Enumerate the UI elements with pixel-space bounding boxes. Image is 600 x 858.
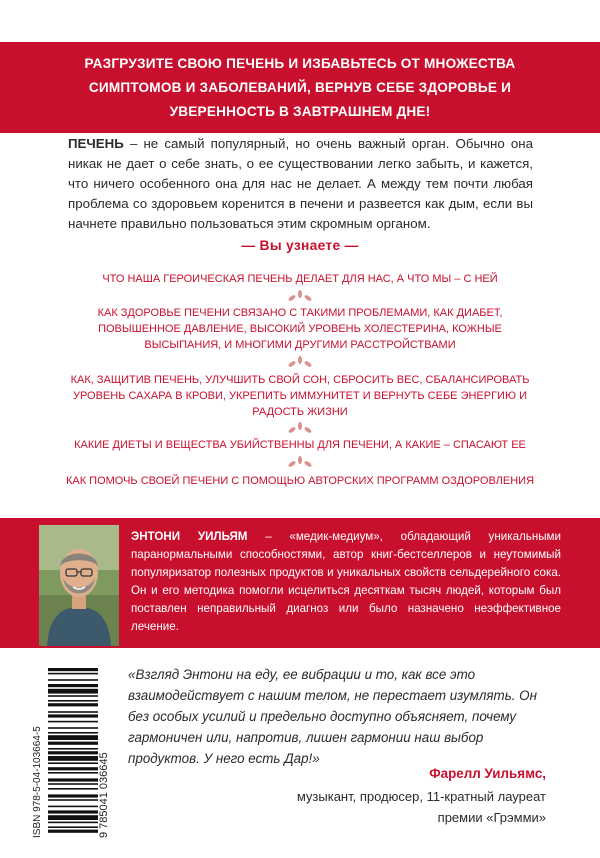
barcode-bar: [48, 668, 98, 671]
leaf-separator-icon: [286, 289, 314, 303]
learn-item-1: ЧТО НАША ГЕРОИЧЕСКАЯ ПЕЧЕНЬ ДЕЛАЕТ ДЛЯ НАС, А ЧТО МЫ – С НЕЙ: [102, 273, 498, 285]
barcode-bar: [48, 756, 98, 761]
learn-item-4: КАКИЕ ДИЕТЫ И ВЕЩЕСТВА УБИЙСТВЕННЫ ДЛЯ ПЕЧЕНИ, А КАКИЕ – СПАСАЮТ ЕЕ: [74, 439, 526, 451]
barcode-bar: [48, 700, 98, 702]
banner-headline: РАЗГРУЗИТЕ СВОЮ ПЕЧЕНЬ И ИЗБАВЬТЕСЬ ОТ МНОЖЕСТВА СИМПТОМОВ И ЗАБОЛЕВАНИЙ, ВЕРНУВ СЕБЕ ЗДОРОВЬЕ И УВЕРЕННОСТЬ В ЗАВТРАШНЕМ ДНЕ!: [84, 55, 516, 119]
quote-author: Фарелл Уильямс,: [429, 766, 546, 781]
barcode-bar: [48, 732, 98, 734]
author-bio: [131, 528, 561, 636]
barcode-bar: [48, 711, 98, 713]
learn-item-3: КАК, ЗАЩИТИВ ПЕЧЕНЬ, УЛУЧШИТЬ СВОЙ СОН, СБРОСИТЬ ВЕС, СБАЛАНСИРОВАТЬ УРОВЕНЬ САХАРА В КРОВИ, УКРЕПИТЬ ИММУНИТЕТ И ВЕРНУТЬ СЕБЕ ЭНЕРГИЮ И РАДОСТЬ ЖИЗНИ: [70, 374, 530, 418]
barcode-bar: [48, 788, 98, 790]
barcode-bar: [48, 767, 98, 770]
barcode-bar: [48, 679, 98, 681]
top-banner: [0, 42, 600, 133]
barcode-isbn: ISBN 978-5-04-103664-5: [32, 726, 43, 838]
learn-heading: — Вы узнаете —: [241, 238, 359, 253]
barcode-bar: [48, 695, 98, 697]
barcode-bar: [48, 783, 98, 785]
learn-item-2: КАК ЗДОРОВЬЕ ПЕЧЕНИ СВЯЗАНО С ТАКИМИ ПРОБЛЕМАМИ, КАК ДИАБЕТ, ПОВЫШЕННОЕ ДАВЛЕНИЕ, ВЫСОКИЙ УРОВЕНЬ ХОЛЕСТЕРИНА, КОЖНЫЕ ВЫСЫПАНИЯ, И МНОГИМИ ДРУГИМИ РАССТРОЙСТВАМИ: [97, 307, 503, 351]
barcode-bar: [48, 762, 98, 764]
intro-paragraph: [68, 134, 533, 234]
barcode-bar: [48, 714, 98, 717]
author-name: ЭНТОНИ УИЛЬЯМ: [131, 530, 248, 543]
barcode-bar: [48, 735, 98, 740]
learn-item-5: КАК ПОМОЧЬ СВОЕЙ ПЕЧЕНИ С ПОМОЩЬЮ АВТОРСКИХ ПРОГРАММ ОЗДОРОВЛЕНИЯ: [65, 475, 535, 487]
barcode-bar: [48, 810, 98, 813]
leaf-separator-icon: [286, 355, 314, 369]
barcode-bars: [48, 668, 98, 833]
leaf-separator-icon: [286, 421, 314, 435]
barcode-bar: [48, 815, 98, 820]
barcode-bar: [48, 799, 98, 801]
leaf-separator-icon: [286, 455, 314, 469]
intro-lead: ПЕЧЕНЬ: [68, 136, 124, 151]
intro-text: – не самый популярный, но очень важный орган. Обычно она никак не дает о себе знать, о ее существовании легко забыть, и кажется, что ничего особенного она для нас не делает. А между тем почти любая проблема со здоровьем коренится в печени и развеется как дым, если вы начнете правильно пользоваться этим скромным органом.: [68, 136, 533, 231]
author-photo: [39, 525, 119, 646]
barcode-bar: [48, 778, 98, 781]
barcode-bar: [48, 673, 98, 675]
barcode-bar: [48, 742, 98, 745]
barcode: [30, 660, 110, 840]
barcode-bar: [48, 689, 98, 694]
author-description: – «медик-медиум», обладающий уникальными паранормальными способностями, автор книг-бестселлеров и неутомимый популяризатор полезных продуктов и уникальных свойств сельдерейного сока. Он и его методика помогли исцелиться десяткам тысяч людей, которым был поставлен неправильный диагноз или было назначено неэффективное лечение.: [131, 530, 562, 633]
quote-author-role: музыкант, продюсер, 11-кратный лауреат: [296, 789, 546, 804]
barcode-bar: [48, 751, 98, 754]
barcode-bar: [48, 721, 98, 723]
barcode-bar: [48, 684, 98, 687]
barcode-digits: 9 785041 036645: [98, 752, 110, 838]
barcode-bar: [48, 703, 98, 706]
barcode-bar: [48, 794, 98, 797]
barcode-bar: [48, 806, 98, 808]
barcode-bar: [48, 830, 98, 833]
barcode-bar: [48, 748, 98, 750]
barcode-bar: [48, 727, 98, 729]
barcode-bar: [48, 772, 98, 774]
barcode-bar: [48, 822, 98, 824]
barcode-bar: [48, 826, 98, 828]
quote-text: «Взгляд Энтони на еду, ее вибрации и то, как все это взаимодействует с нашим телом, не перестает изумлять. Он без особых усилий и предельно доступно объясняет, почему гармоничен или, напротив, лишен гармонии наш выбор продуктов. У него есть Дар!»: [128, 667, 537, 766]
quote-author-award: премии «Грэмми»: [437, 810, 546, 825]
